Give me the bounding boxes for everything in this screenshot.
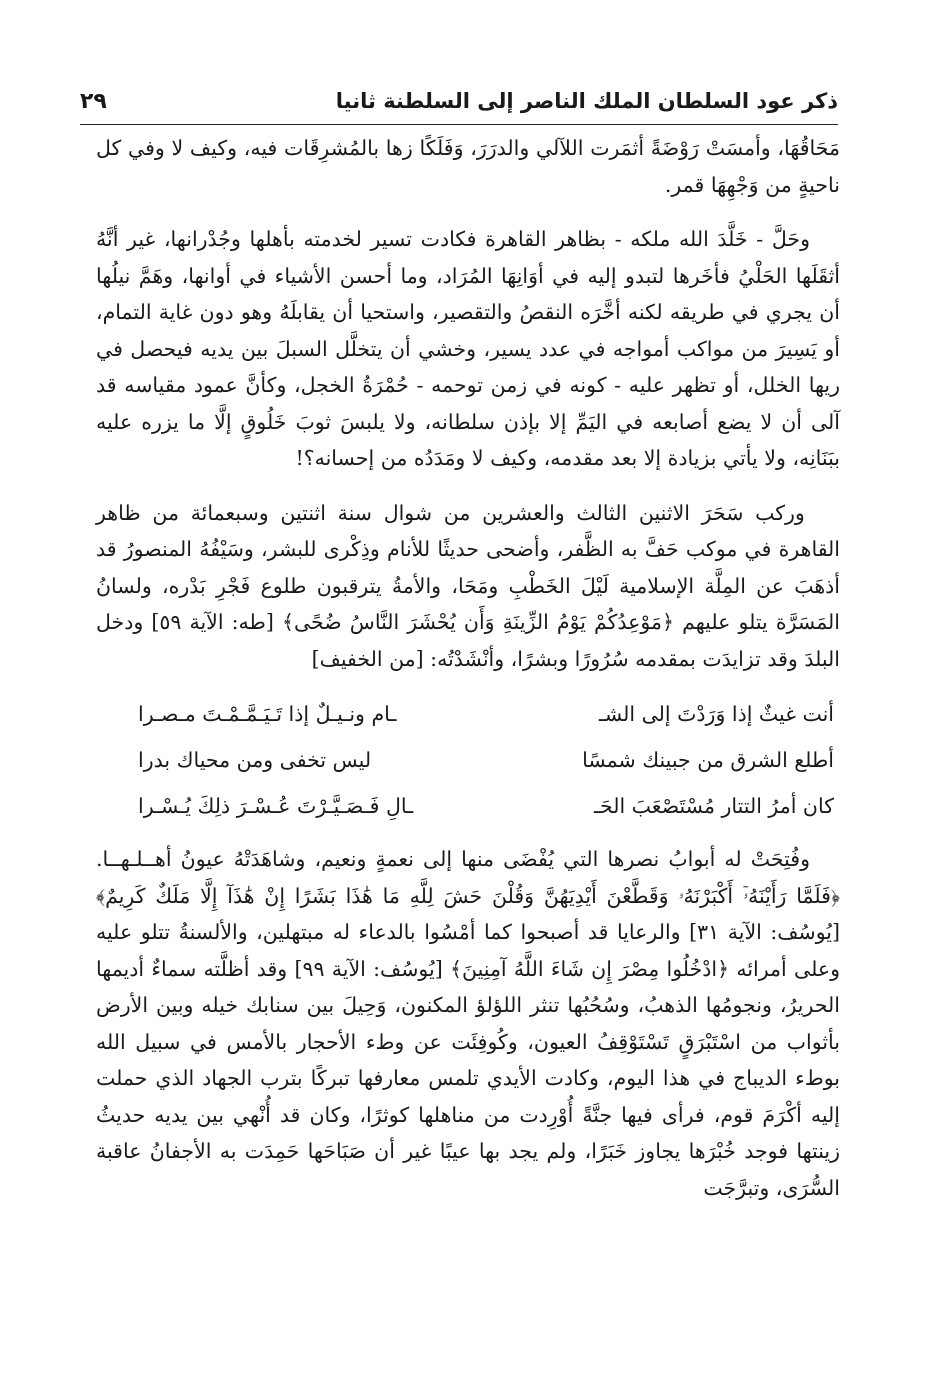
text-line: ومَدَدُه من إحسانه؟! bbox=[295, 446, 466, 470]
verse-row bbox=[96, 737, 840, 783]
verse-row bbox=[96, 691, 840, 737]
paragraph-1 bbox=[96, 130, 840, 203]
paragraph-2 bbox=[96, 221, 840, 477]
text-line: تلمس معارفها تبركًا بترب الجهاد الذي حملت إليه أكْرَمَ قوم، فرأى فيها جنَّةً bbox=[96, 1066, 840, 1127]
text-line: غير أنَّهُ أثقَلَها الحَلْيُ فأخَرها لتبدو إليه في أوَانِهَا المُرَاد، وما أحسن الأشياء في bbox=[96, 227, 840, 288]
text-line: وحَلَّ - خَلَّدَ الله ملكه - بظاهر القاهرة فكادت تسير لخدمته بأهلها وجُدْرانها، bbox=[155, 227, 810, 251]
text-line: وفُتِحَتْ له أبوابُ نصرها التي يُفْضَى منها إلى نعمةٍ ونعيم، وشاهَدَتْهُ عيونُ bbox=[171, 847, 810, 871]
poem-verses bbox=[96, 691, 840, 829]
text-line: وهو دون غاية التمام، أو يَسِيرَ من مواكب أمواجه في عدد يسير، وخشي أن يتخلَّل bbox=[96, 300, 840, 361]
page-body bbox=[96, 130, 840, 1206]
text-line: القاهرة في موكب حَفَّ به الظَّفر، وأضحى حديثًا للأنام وذِكْرى للبشر، وسَيْفُهُ bbox=[192, 537, 841, 561]
text-line: مَحَاقُهَا، وأمسَتْ رَوْضَةً أثمَرت اللآلي والدرَرَ، وَفَلَكًا زها بالمُشرِقَات فيه، وكيف لا bbox=[164, 136, 840, 160]
page-header bbox=[80, 78, 838, 125]
text-line: أهــلـهــا. ﴿فَلَمَّا رَأَيْنَهُۥٓ أَكْبَرْنَهُۥ وَقَطَّعْنَ أَيْدِيَهُنَّ وَقُلْنَ حَشَ لِلَّهِ مَا هَٰذَا بَشَرًا إِنْ هَٰذَآ إِلَّا مَلَكٌ bbox=[96, 847, 840, 908]
text-line: المنصورُ قد أذهَبَ عن المِلَّة الإسلامية لَيْلَ الخَطْبِ ومَحَا، والأمةُ يترقبون طلوع فَجْرِ bbox=[96, 537, 841, 598]
verse-second-hemistich: ـام ونـيـلٌ إذا تَـيَـمَّـمْـتَ مـصـرا bbox=[138, 701, 397, 726]
text-line: خَبَرًا، ولم يجد بها عيبًا غير أن صَبَاحَها حَمِدَت به الأجفانُ عاقبة السُّرَى، وتبرَّجَت bbox=[96, 1139, 840, 1200]
paragraph-4 bbox=[96, 841, 840, 1206]
verse-first-hemistich: أطلع الشرق من جبينك شمسًا bbox=[582, 747, 834, 772]
text-line: الخجل، وكأنَّ عمود مقياسه قد آلى أن لا يضع أصابعه في اليَمِّ إلا بإذن سلطانه، ولا bbox=[96, 373, 840, 434]
text-line: والألسنةُ تتلو عليه وعلى أمرائه ﴿ادْخُلُوا مِصْرَ إِن شَاءَ اللَّهُ آمِنِينَ﴾ [يُوسُف: الآية ٩٩] bbox=[96, 920, 840, 981]
verse-second-hemistich: ليس تخفى ومن محياك بدرا bbox=[138, 747, 372, 772]
text-line: السبلَ بين يديه فيحصل في ريها الخلل، أو تظهر عليه - كونه في زمن توحمه - حُمْرَةُ bbox=[96, 336, 840, 397]
verse-second-hemistich: ـالِ فَـصَـيَّـرْتَ عُـسْـرَ ذلِكَ يُـسْـرا bbox=[138, 793, 414, 818]
text-line: وفي كل ناحيةٍ من وَجْهِهَا قمر. bbox=[96, 136, 840, 197]
text-line: أُوْرِدت من مناهلها كوثرًا، وكان قد أُنْهي بين يديه حديثُ زينتها فوجد خُبْرَها يجاوز bbox=[96, 1102, 840, 1163]
text-line: وقد أظلَّته سماءٌ أديمها الحريرُ، ونجومُها الذهبُ، وسُحُبُها تنثر اللؤلؤ المكنون، bbox=[96, 956, 840, 1017]
verse-first-hemistich: أنت غيثٌ إذا وَرَدْتَ إلى الشـ bbox=[598, 701, 834, 726]
text-line: أوانها، وهَمَّ نيلُها أن يجري في طريقه لكنه أخَّرَه النقصُ والتقصير، واستحيا أن يقابلَهُ bbox=[96, 263, 841, 324]
running-title: ذكر عود السلطان الملك الناصر إلى السلطنة ثانيا bbox=[335, 89, 838, 113]
text-line: عن وطء الأحجار بالأمس في سبيل الله بوطء الديباج في هذا اليوم، وكادت الأيدي bbox=[96, 1029, 840, 1090]
paragraph-3 bbox=[96, 495, 840, 678]
text-line: ٥٩] ودخل البلدَ وقد تزايدَت بمقدمه سُرُورًا وبشرًا، وأنْشَدْتُه: [من الخفيف] bbox=[96, 610, 840, 671]
text-line: بَدْره، ولسانُ المَسَرَّة يتلو عليهم ﴿مَوْعِدُكُمْ يَوْمُ الزِّينَةِ وَأَن يُحْشَرَ النَّاسُ ضُحًى﴾ [طه: الآية bbox=[96, 573, 840, 634]
text-line: وركب سَحَرَ الاثنين الثالث والعشرين من شوال سنة اثنتين وسبعمائة من ظاهر bbox=[96, 500, 805, 525]
verse-first-hemistich: كان أمرُ التتار مُسْتَصْعَبَ الحَـ bbox=[593, 793, 834, 818]
text-line: يلبسَ ثوبَ خَلُوقٍ إلَّا ما يزره عليه ببَنَانِه، ولا يأتي بزيادة إلا بعد مقدمه، وكيف لا bbox=[96, 409, 840, 470]
text-line: وَحِيلَ بين سنابك خيله وبين الأرض بأثواب من اسْتَبْرَقٍ تَسْتَوْقِفُ العيون، وكُوفِئَت bbox=[96, 993, 841, 1054]
page-number: ٢٩ bbox=[80, 88, 107, 114]
text-line: كَرِيمٌ﴾ [يُوسُف: الآية ٣١] والرعايا قد أصبحوا كما أمْسُوا بالدعاء له مبتهلين، bbox=[96, 883, 840, 944]
verse-row bbox=[96, 783, 840, 829]
